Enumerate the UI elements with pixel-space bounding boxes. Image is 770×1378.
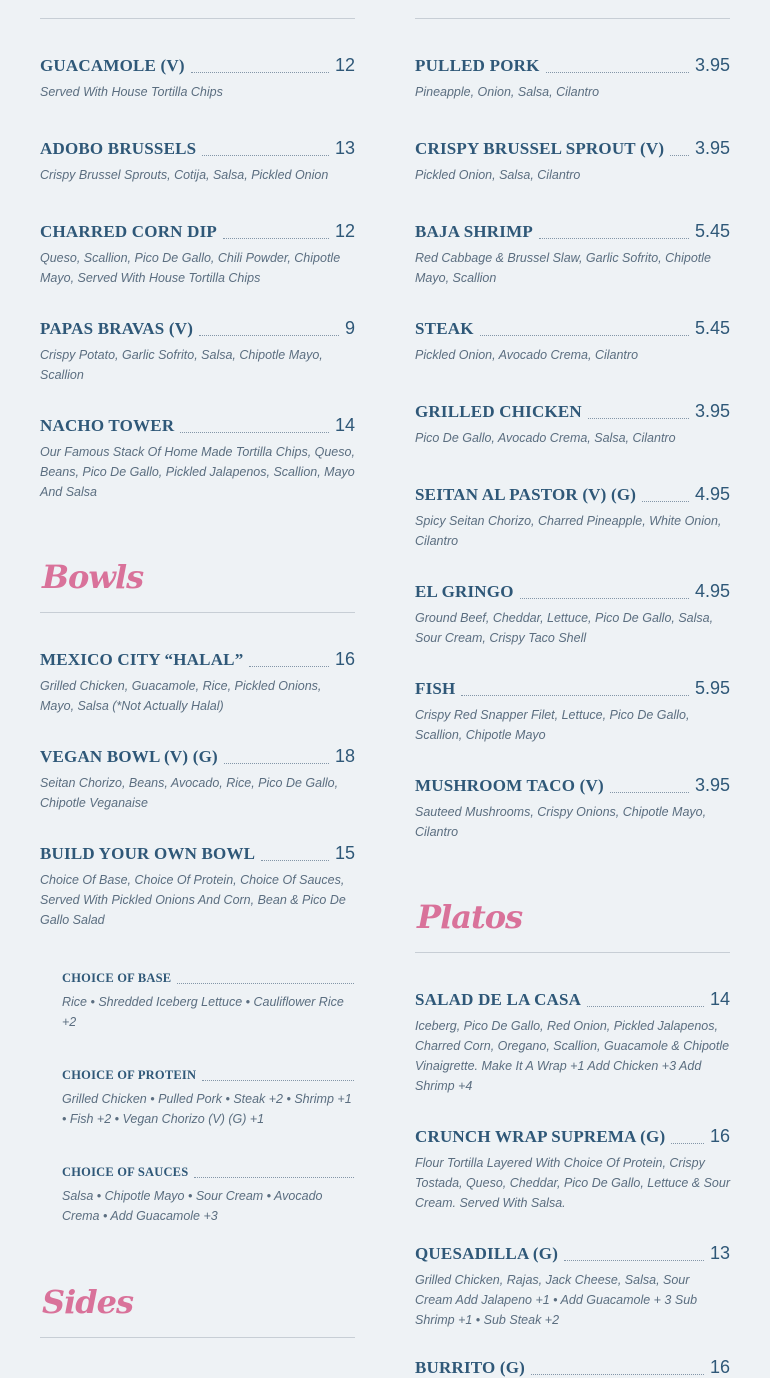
dot-leader — [588, 418, 689, 419]
dot-leader — [610, 792, 689, 793]
dot-leader — [539, 238, 689, 239]
item-name: SEITAN AL PASTOR (V) (G) — [415, 485, 637, 504]
menu-item-burrito — [415, 1354, 730, 1378]
menu-item-nacho-tower — [40, 412, 355, 502]
item-name: ADOBO BRUSSELS — [40, 139, 197, 158]
item-name: CRISPY BRUSSEL SPROUT (V) — [415, 139, 665, 158]
item-price: 5.95 — [694, 678, 730, 698]
dot-leader — [671, 1143, 704, 1144]
dot-leader — [177, 983, 354, 984]
dot-leader — [520, 598, 689, 599]
menu-item-papas-bravas — [40, 315, 355, 385]
item-price: 16 — [334, 649, 355, 669]
item-name: EL GRINGO — [415, 582, 514, 601]
dot-leader — [199, 335, 339, 336]
dot-leader — [564, 1260, 704, 1261]
dot-leader — [480, 335, 689, 336]
item-description: Ground Beef, Cheddar, Lettuce, Pico De Gallo, Salsa, Sour Cream, Crispy Taco Shell — [415, 611, 714, 645]
item-price: 14 — [334, 415, 355, 435]
item-price: 5.45 — [694, 318, 730, 338]
item-description: Sauteed Mushrooms, Crispy Onions, Chipotle Mayo, Cilantro — [415, 805, 707, 839]
menu-item-seitan-al-pastor — [415, 481, 730, 551]
item-name: PULLED PORK — [415, 56, 540, 75]
menu-item-el-gringo — [415, 578, 730, 648]
section-divider — [40, 1337, 355, 1338]
section-divider — [415, 18, 730, 19]
section-heading-sides: Sides — [42, 1283, 134, 1321]
item-name: GUACAMOLE (V) — [40, 56, 185, 75]
choice-options: Salsa • Chipotle Mayo • Sour Cream • Avocado Crema • Add Guacamole +3 — [62, 1189, 323, 1223]
item-price: 18 — [334, 746, 355, 766]
dot-leader — [531, 1374, 704, 1375]
item-price: 12 — [334, 221, 355, 241]
item-price: 3.95 — [694, 775, 730, 795]
choice-options: Rice • Shredded Iceberg Lettuce • Cauliflower Rice +2 — [62, 995, 344, 1029]
item-description: Grilled Chicken, Guacamole, Rice, Pickled Onions, Mayo, Salsa (*Not Actually Halal) — [40, 679, 322, 713]
menu-item-grilled-chicken — [415, 398, 730, 448]
item-description: Pickled Onion, Avocado Crema, Cilantro — [415, 348, 639, 362]
item-name: CHARRED CORN DIP — [40, 222, 217, 241]
item-description: Pico De Gallo, Avocado Crema, Salsa, Cilantro — [415, 431, 676, 445]
section-divider — [40, 612, 355, 613]
dot-leader — [202, 155, 329, 156]
item-name: NACHO TOWER — [40, 416, 175, 435]
item-price: 12 — [334, 55, 355, 75]
item-price: 14 — [709, 989, 730, 1009]
dot-leader — [546, 72, 689, 73]
dot-leader — [224, 763, 329, 764]
dot-leader — [261, 860, 329, 861]
dot-leader — [642, 501, 689, 502]
menu-item-pulled-pork — [415, 52, 730, 102]
item-description: Crispy Potato, Garlic Sofrito, Salsa, Chipotle Mayo, Scallion — [40, 348, 323, 382]
item-name: MEXICO CITY “HALAL” — [40, 650, 244, 669]
item-name: QUESADILLA (G) — [415, 1244, 559, 1263]
menu-item-build-your-own-bowl — [40, 840, 355, 930]
menu-item-mushroom-taco — [415, 772, 730, 842]
item-price: 13 — [334, 138, 355, 158]
choice-name: CHOICE OF SAUCES — [62, 1165, 189, 1179]
item-description: Iceberg, Pico De Gallo, Red Onion, Pickled Jalapenos, Charred Corn, Oregano, Scallion, Guacamole & Chipotle Vinaigrette. Make It A Wrap +1 Add Chicken +3 Add Shrimp +4 — [415, 1019, 730, 1093]
item-name: CRUNCH WRAP SUPREMA (G) — [415, 1127, 666, 1146]
menu-item-crunch-wrap-suprema — [415, 1123, 730, 1213]
item-price: 13 — [709, 1243, 730, 1263]
item-name: BAJA SHRIMP — [415, 222, 533, 241]
item-price: 3.95 — [694, 55, 730, 75]
item-description: Seitan Chorizo, Beans, Avocado, Rice, Pico De Gallo, Chipotle Veganaise — [40, 776, 339, 810]
menu-item-adobo-brussels — [40, 135, 355, 185]
item-name: BURRITO (G) — [415, 1358, 526, 1377]
item-price: 4.95 — [694, 484, 730, 504]
item-name: STEAK — [415, 319, 474, 338]
menu-item-crispy-brussel-sprout — [415, 135, 730, 185]
menu-item-mexico-city-halal — [40, 646, 355, 716]
choice-options: Grilled Chicken • Pulled Pork • Steak +2 • Shrimp +1 • Fish +2 • Vegan Chorizo (V) (G) +1 — [62, 1092, 352, 1126]
item-description: Red Cabbage & Brussel Slaw, Garlic Sofrito, Chipotle Mayo, Scallion — [415, 251, 711, 285]
item-name: PAPAS BRAVAS (V) — [40, 319, 194, 338]
item-name: GRILLED CHICKEN — [415, 402, 582, 421]
dot-leader — [180, 432, 329, 433]
menu-item-steak — [415, 315, 730, 365]
choice-of-base — [62, 966, 354, 1032]
choice-name: CHOICE OF PROTEIN — [62, 1068, 197, 1082]
item-price: 5.45 — [694, 221, 730, 241]
dot-leader — [202, 1080, 354, 1081]
menu-item-salad-de-la-casa — [415, 986, 730, 1096]
menu-item-guacamole — [40, 52, 355, 102]
item-name: SALAD DE LA CASA — [415, 990, 582, 1009]
choice-of-sauces — [62, 1160, 354, 1226]
item-price: 15 — [334, 843, 355, 863]
menu-item-baja-shrimp — [415, 218, 730, 288]
item-description: Served With House Tortilla Chips — [40, 85, 223, 99]
item-price: 16 — [709, 1126, 730, 1146]
section-divider — [40, 18, 355, 19]
item-description: Queso, Scallion, Pico De Gallo, Chili Powder, Chipotle Mayo, Served With House Tortilla Chips — [40, 251, 341, 285]
dot-leader — [194, 1177, 354, 1178]
item-description: Choice Of Base, Choice Of Protein, Choice Of Sauces, Served With Pickled Onions And Corn, Bean & Pico De Gallo Salad — [40, 873, 346, 927]
choice-of-protein — [62, 1063, 354, 1129]
item-description: Spicy Seitan Chorizo, Charred Pineapple, White Onion, Cilantro — [415, 514, 722, 548]
item-price: 9 — [344, 318, 355, 338]
dot-leader — [461, 695, 688, 696]
item-price: 16 — [709, 1357, 730, 1377]
item-description: Crispy Brussel Sprouts, Cotija, Salsa, Pickled Onion — [40, 168, 329, 182]
menu-item-charred-corn-dip — [40, 218, 355, 288]
dot-leader — [191, 72, 329, 73]
dot-leader — [670, 155, 689, 156]
section-heading-platos: Platos — [417, 898, 523, 936]
dot-leader — [249, 666, 329, 667]
item-description: Pickled Onion, Salsa, Cilantro — [415, 168, 581, 182]
item-name: BUILD YOUR OWN BOWL — [40, 844, 256, 863]
item-name: VEGAN BOWL (V) (G) — [40, 747, 218, 766]
item-price: 3.95 — [694, 401, 730, 421]
item-description: Grilled Chicken, Rajas, Jack Cheese, Salsa, Sour Cream Add Jalapeno +1 • Add Guacamole + 3 Sub Shrimp +1 • Sub Steak +2 — [415, 1273, 698, 1327]
dot-leader — [587, 1006, 704, 1007]
item-description: Our Famous Stack Of Home Made Tortilla Chips, Queso, Beans, Pico De Gallo, Pickled Jalapenos, Scallion, Mayo And Salsa — [40, 445, 355, 499]
menu-item-vegan-bowl — [40, 743, 355, 813]
menu-item-fish — [415, 675, 730, 745]
menu-item-quesadilla — [415, 1240, 730, 1330]
section-heading-bowls: Bowls — [42, 558, 144, 596]
section-divider — [415, 952, 730, 953]
dot-leader — [223, 238, 329, 239]
item-name: FISH — [415, 679, 456, 698]
item-price: 3.95 — [694, 138, 730, 158]
choice-name: CHOICE OF BASE — [62, 971, 172, 985]
item-price: 4.95 — [694, 581, 730, 601]
item-description: Pineapple, Onion, Salsa, Cilantro — [415, 85, 600, 99]
item-name: MUSHROOM TACO (V) — [415, 776, 604, 795]
item-description: Crispy Red Snapper Filet, Lettuce, Pico De Gallo, Scallion, Chipotle Mayo — [415, 708, 690, 742]
item-description: Flour Tortilla Layered With Choice Of Protein, Crispy Tostada, Queso, Cheddar, Pico De Gallo, Lettuce & Sour Cream. Served With Salsa. — [415, 1156, 731, 1210]
